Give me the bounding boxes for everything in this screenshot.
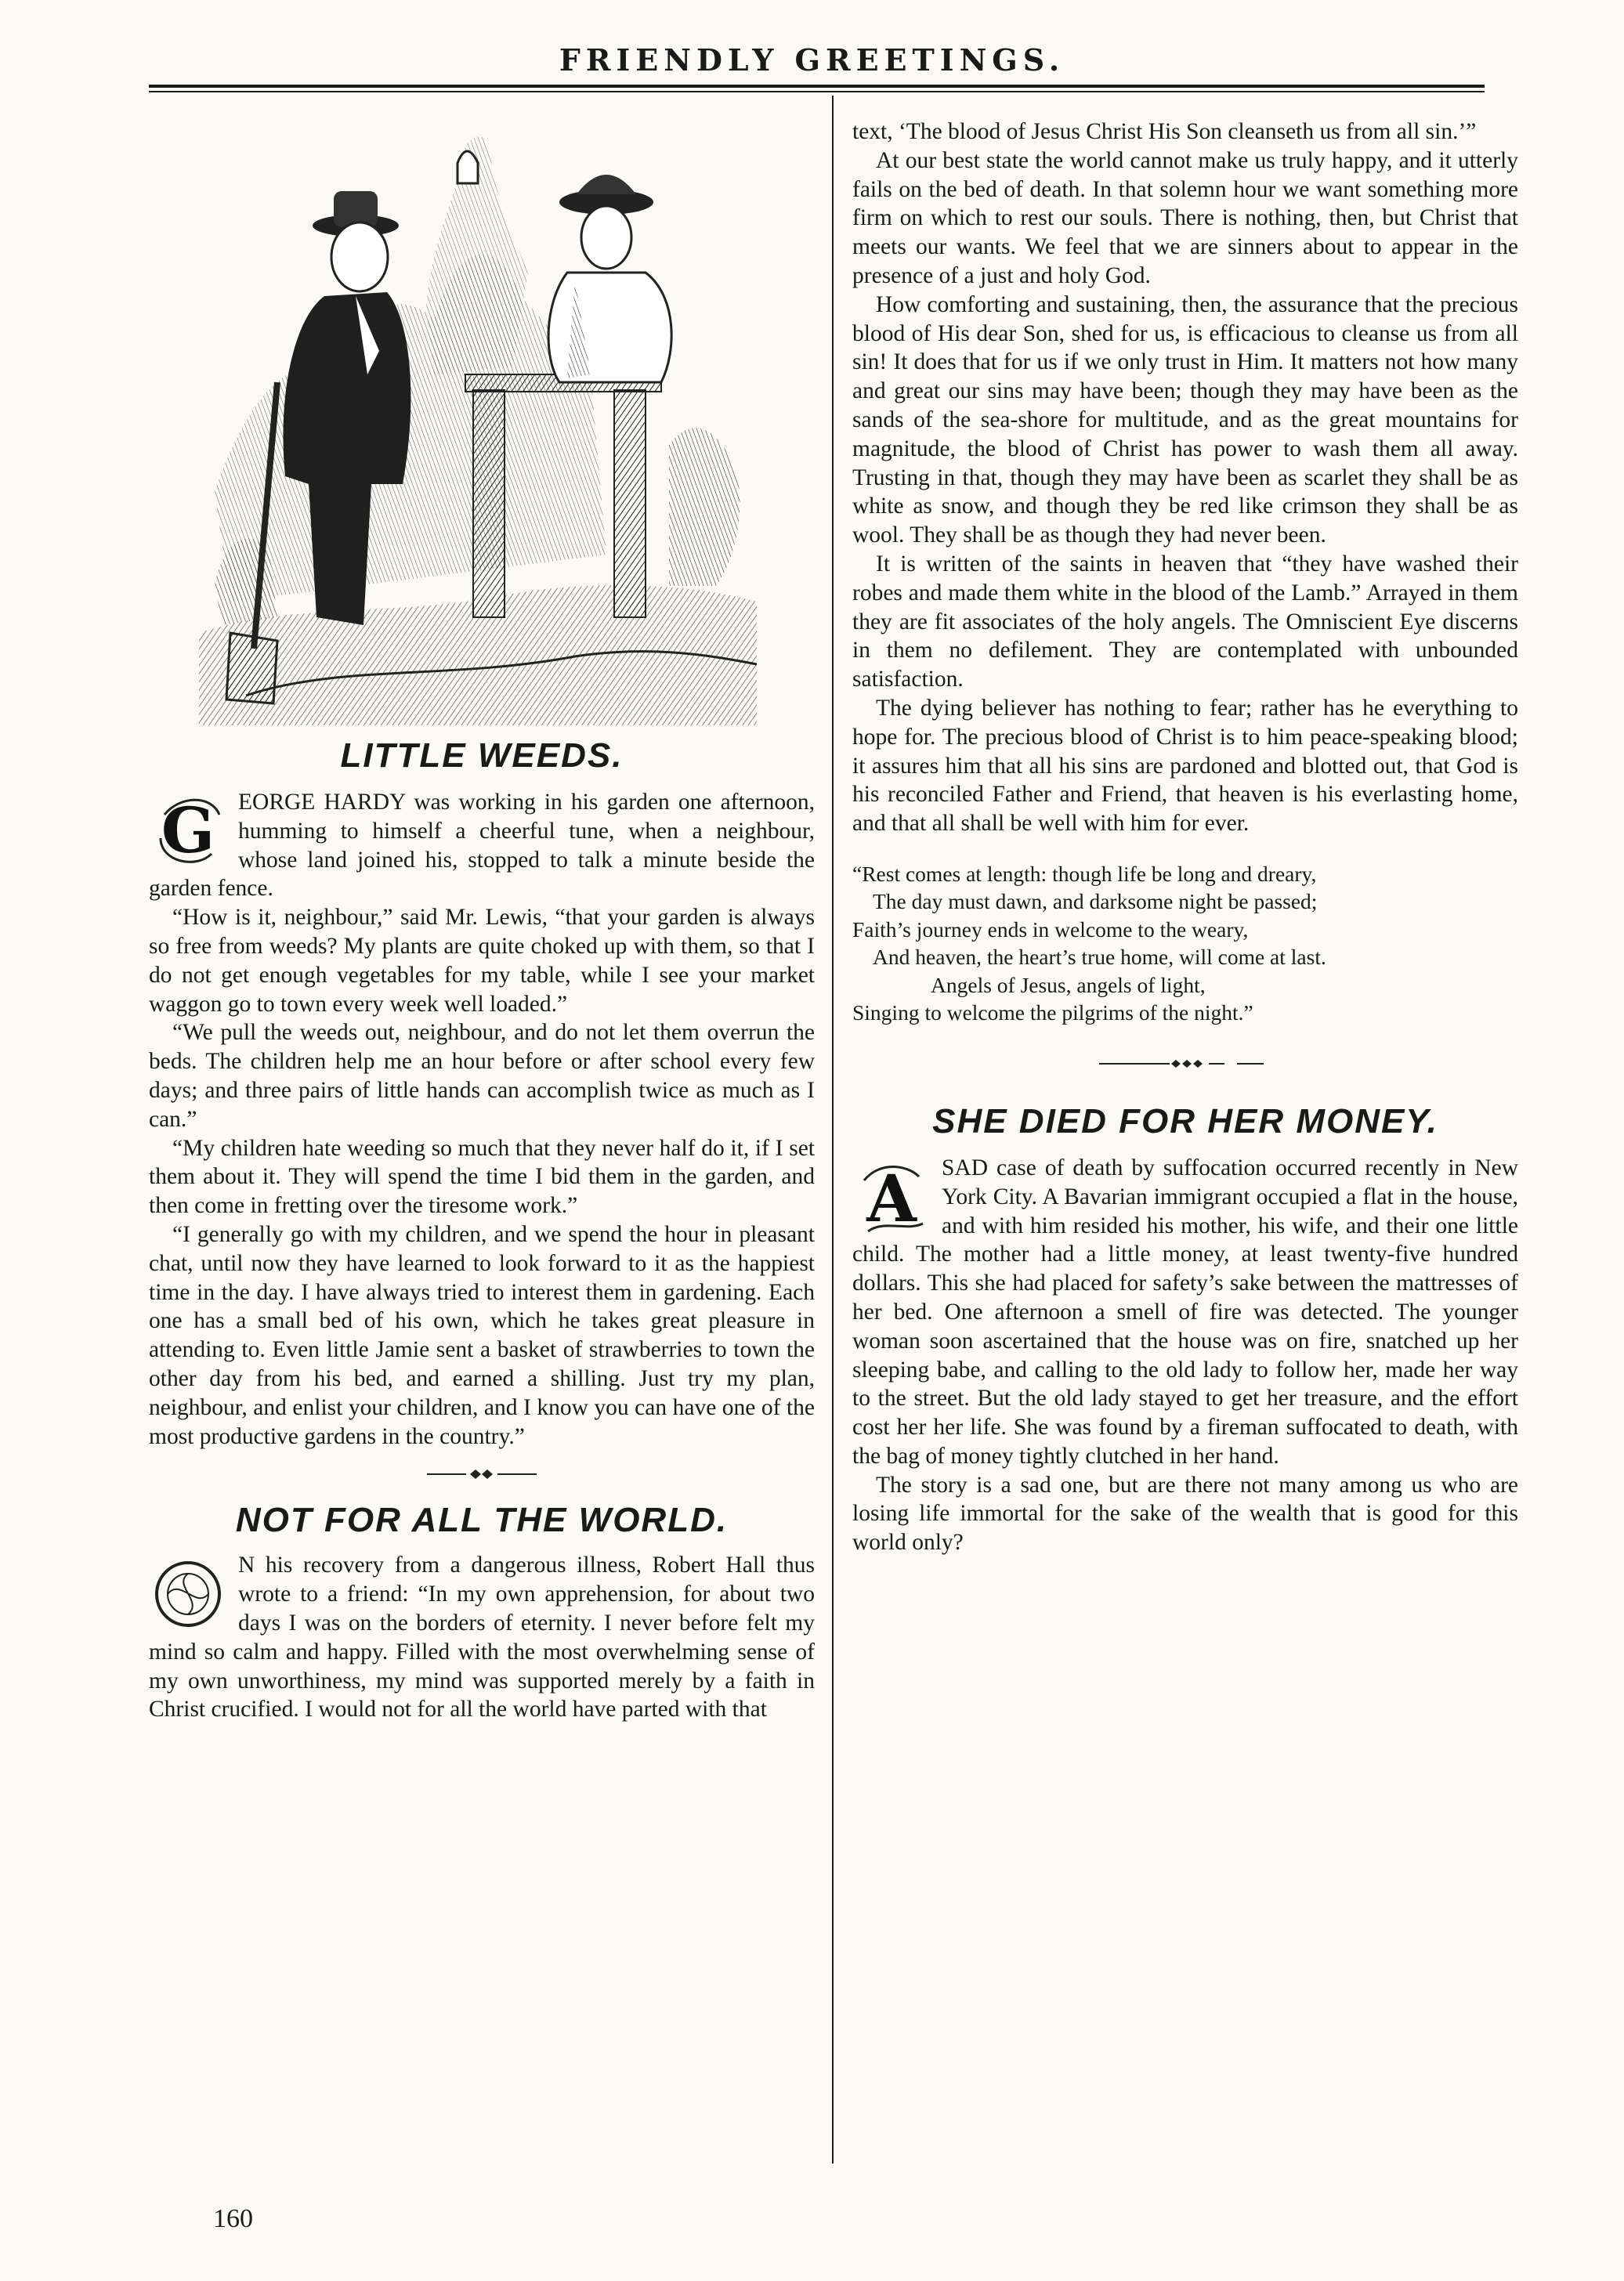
poem-line: “Rest comes at length: though life be long and dreary,: [852, 861, 1317, 886]
she-died-for-her-money-article: [852, 1154, 1518, 1557]
little-weeds-paragraph-5: “I generally go with my children, and we spend the hour in pleasant chat, until now they have learned to look forward to it as the happiest time in the day. I have always tried to interest them in gardening. Each one has a small bed of his own, which he takes great pleasure in attending to. Even little Jamie sent a basket of strawberries to town the other day from his bed, and earned a shilling. Just try my plan, neighbour, and enlist your children, and I know you can have one of the most productive gardens in the country.”: [149, 1221, 815, 1449]
little-weeds-title: LITTLE WEEDS.: [340, 736, 624, 775]
section-ornament-icon: [149, 1468, 815, 1480]
hymn-verse: [852, 860, 1518, 1027]
poem-line: And heaven, the heart’s true home, will come at last.: [873, 945, 1326, 970]
dropcap-a-icon: [852, 1157, 931, 1237]
right-paragraph-5: The dying believer has nothing to fear; rather has he everything to hope for. The precious blood of Christ is to him peace-speaking blood; it assures him that all his sins are pardoned and blotted out, that God is his reconciled Father and Friend, that heaven is his everlasting home, and that all shall be well with him for ever.: [852, 695, 1518, 837]
poem-line: Faith’s journey ends in welcome to the weary,: [852, 916, 1249, 942]
she-died-for-her-money-title: SHE DIED FOR HER MONEY.: [932, 1101, 1438, 1140]
svg-text:G: G: [161, 793, 215, 867]
little-weeds-paragraph-1: EORGE HARDY was working in his garden one afternoon, humming to himself a cheerful tune, when a neighbour, whose land joined his, stopped to talk a minute beside the garden fence.: [149, 790, 815, 902]
right-column: [852, 117, 1518, 1557]
column-divider: [832, 96, 834, 2164]
poem-line: The day must dawn, and darksome night be passed;: [873, 889, 1318, 914]
little-weeds-paragraph-2: “How is it, neighbour,” said Mr. Lewis, “that your garden is always so free from weeds? My plants are quite choked up with them, so that I do not get enough vegetables for my table, while I see your market waggon go to town every week well loaded.”: [149, 905, 815, 1017]
she-died-paragraph-2: The story is a sad one, but are there not many among us who are losing life immortal for the sake of the wealth that is good for this world only?: [852, 1472, 1518, 1556]
little-weeds-paragraph-4: “My children hate weeding so much that they never half do it, if I set them about it. They will spend the time I bid them in the garden, and then come in fretting over the tiresome work.”: [149, 1135, 815, 1219]
not-for-all-the-world-paragraph-1: N his recovery from a dangerous illness, Robert Hall thus wrote to a friend: “In my own apprehension, for about two days I was on the borders of eternity. I never before felt my mind so calm and happy. Filled with the most overwhelming sense of my own unworthiness, my mind was supported merely by a faith in Christ crucified. I would not for all the world have parted with that: [149, 1553, 815, 1722]
dropcap-o-icon: [149, 1554, 227, 1634]
right-paragraph-3: How comforting and sustaining, then, the assurance that the precious blood of His dear Son, shed for us, is efficacious to cleanse us from all sin! It does that for us if we only trust in Him. It matters not how many and great our sins may have been; though they may have been as the sands of the sea-shore for multitude, and as the great mountains for magnitude, the blood of Christ has power to wash them all away. Trusting in that, though they may have been as scarlet they shall be as white as snow, and though they be red like crimson they shall be as wool. They shall be as though they had never been.: [852, 291, 1518, 548]
left-column: [149, 736, 815, 1724]
not-for-all-the-world-title: NOT FOR ALL THE WORLD.: [235, 1501, 729, 1540]
little-weeds-article: [149, 788, 815, 1451]
page-number: 160: [213, 2204, 253, 2233]
svg-text:A: A: [866, 1161, 917, 1237]
right-paragraph-4: It is written of the saints in heaven that “they have washed their robes and made them white in the blood of the Lamb.” Arrayed in them they are fit associates of the holy angels. The Omniscient Eye discerns in them no defilement. They are contemplated with unbounded satisfaction.: [852, 551, 1518, 692]
section-ornament-icon: [852, 1058, 1518, 1069]
engraving-illustration: [199, 116, 757, 725]
running-header: FRIENDLY GREETINGS.: [559, 42, 1065, 78]
right-paragraph-2: At our best state the world cannot make us truly happy, and it utterly fails on the bed of death. In that solemn hour we want something more firm on which to rest our souls. There is nothing, then, but Christ that meets our wants. We feel that we are sinners about to appear in the presence of a just and holy God.: [852, 147, 1518, 288]
little-weeds-paragraph-3: “We pull the weeds out, neighbour, and do not let them overrun the beds. The children help me an hour before or after school every few days; and three pairs of little hands can accomplish twice as much as I can.”: [149, 1020, 815, 1132]
right-paragraph-1: text, ‘The blood of Jesus Christ His Son cleanseth us from all sin.’”: [852, 119, 1477, 144]
header-rule-thick: [149, 85, 1485, 88]
header-rule-thin: [149, 91, 1485, 92]
not-for-all-the-world-article: [149, 1551, 815, 1724]
she-died-paragraph-1: SAD case of death by suffocation occurred recently in New York City. A Bavarian immigrant occupied a flat in the house, and with him resided his mother, his wife, and their one little child. The mother had a little money, at least twenty-five hundred dollars. This she had placed for safety’s sake between the mattresses of her bed. One afternoon a smell of fire was detected. The younger woman soon ascertained that the house was on fire, snatched up her sleeping babe, and calling to the old lady to follow her, made her way to the street. But the old lady stayed to get her treasure, and the effort cost her her life. She was found by a fireman suffocated to death, with the bag of money tightly clutched in her hand.: [852, 1155, 1518, 1469]
dropcap-g-icon: [149, 791, 227, 871]
poem-line: Singing to welcome the pilgrims of the night.”: [852, 1000, 1253, 1025]
poem-line: Angels of Jesus, angels of light,: [931, 972, 1206, 997]
